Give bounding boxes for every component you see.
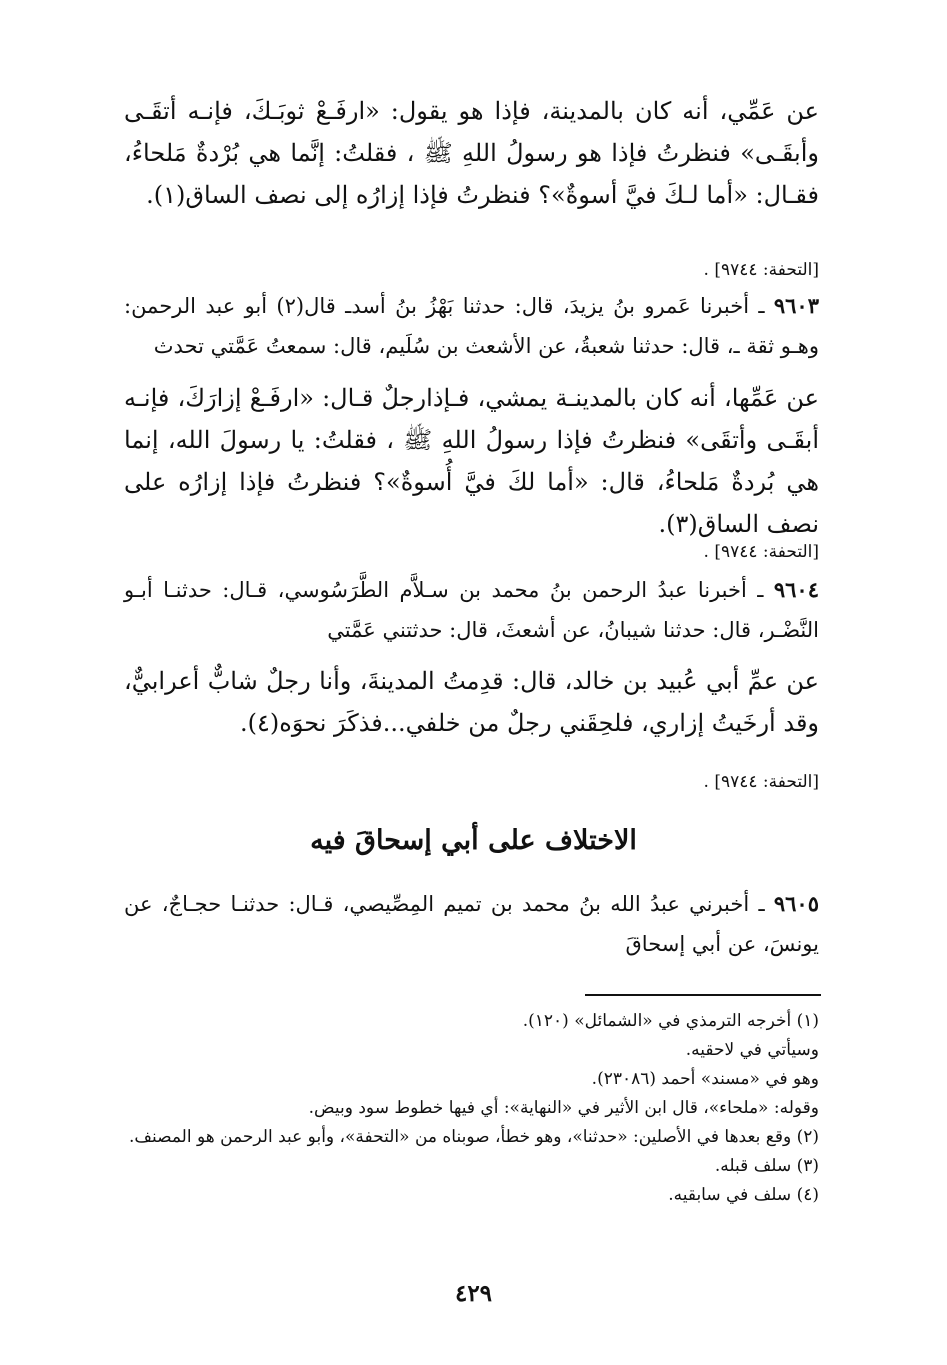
footnote-separator <box>585 994 821 996</box>
footnote-line: وقوله: «ملحاء»، قال ابن الأثير في «النهاية»: أي فيها خطوط سود وبيض. <box>308 1098 819 1118</box>
hadith-body-1: عن عَمِّي، أنه كان بالمدينة، فإذا هو يقول: «ارفَـعْ ثوبَـكَ، فإنـه أتقَـى وأبقَـى» فنظرتُ فإذا هو رسولُ اللهِ ﷺ ، فقلتُ: إنَّما هي بُرْدةٌ مَلحاءُ، فقـال: «أما لـكَ فيَّ أسوةٌ»؟ فنظرتُ فإذا إزارُه إلى نصف الساق(١). <box>124 97 819 209</box>
page-number: ٤٢٩ <box>454 1280 493 1307</box>
tuhfa-reference-1: [التحفة: ٩٧٤٤] . <box>703 260 819 280</box>
footnote-line: وهو في «مسند» أحمد (٢٣٠٨٦). <box>591 1069 819 1089</box>
footnote-line: وسيأتي في لاحقيه. <box>685 1040 819 1060</box>
isnad-text: ـ أخبرنا عبدُ الرحمن بنُ محمد بن سـلاَّم الطَّرَسُوسي، قـال: حدثنـا أبـو النَّضْـر، قال: حدثنا شيبانُ، عن أشعثَ، قال: حدثتني عَمَّتي <box>124 578 819 642</box>
isnad-text: ـ أخبرنا عَمرو بنُ يزيدَ، قال: حدثنا بَهْزُ بنُ أسدـ قال(٢) أبو عبد الرحمن: وهـو ثقة ـ، قال: حدثنا شعبةُ، عن الأشعث بن سُلَيم، قال: سمعتُ عَمَّتي تحدث <box>124 294 819 358</box>
footnote-line: (٤) سلف في سابقيه. <box>668 1185 819 1205</box>
section-heading: الاختلاف على أبي إسحاقَ فيه <box>310 825 637 856</box>
footnote-line: (٢) وقع بعدها في الأصلين: «حدثنا»، وهو خطأ، صوبناه من «التحفة»، وأبو عبد الرحمن هو المصنف. <box>128 1127 819 1147</box>
hadith-isnad-9605 <box>124 884 819 964</box>
isnad-text: ـ أخبرني عبدُ الله بنُ محمد بن تميم المِصِّيصي، قـال: حدثنـا حجـاجٌ، عن يونسَ، عن أبي إسحاقَ <box>124 892 819 956</box>
tuhfa-reference-2: [التحفة: ٩٧٤٤] . <box>703 542 819 562</box>
hadith-number: ٩٦٠٤ <box>773 577 819 602</box>
hadith-number: ٩٦٠٣ <box>773 293 819 318</box>
footnote-line: (٣) سلف قبله. <box>714 1156 819 1176</box>
footnotes <box>124 1007 819 1210</box>
tuhfa-reference-3: [التحفة: ٩٧٤٤] . <box>703 772 819 792</box>
hadith-isnad-9603 <box>124 286 819 366</box>
footnote-line: (١) أخرجه الترمذي في «الشمائل» (١٢٠). <box>522 1011 819 1031</box>
hadith-body-2: عن عَمِّها، أنه كان بالمدينـة يمشي، فـإذارجلٌ قـال: «ارفَـعْ إزارَكَ، فإنـه أبقَـى وأتقَى» فنظرتُ فإذا رسولُ اللهِ ﷺ ، فقلتُ: يا رسولَ الله، إنما هي بُردةٌ مَلحاءُ، قال: «أما لكَ فيَّ أُسوةٌ»؟ فنظرتُ فإذا إزارُه على نصف الساق(٣). <box>124 384 819 538</box>
hadith-body-3: عن عمِّ أبي عُبيد بن خالد، قال: قدِمتُ المدينةَ، وأنا رجلٌ شابٌّ أعرابيٌّ، وقد أرخَيتُ إزاري، فلحِقَني رجلٌ من خلفي...فذكَرَ نحوَه(٤). <box>124 667 819 737</box>
hadith-isnad-9604 <box>124 570 819 650</box>
hadith-number: ٩٦٠٥ <box>773 891 819 916</box>
